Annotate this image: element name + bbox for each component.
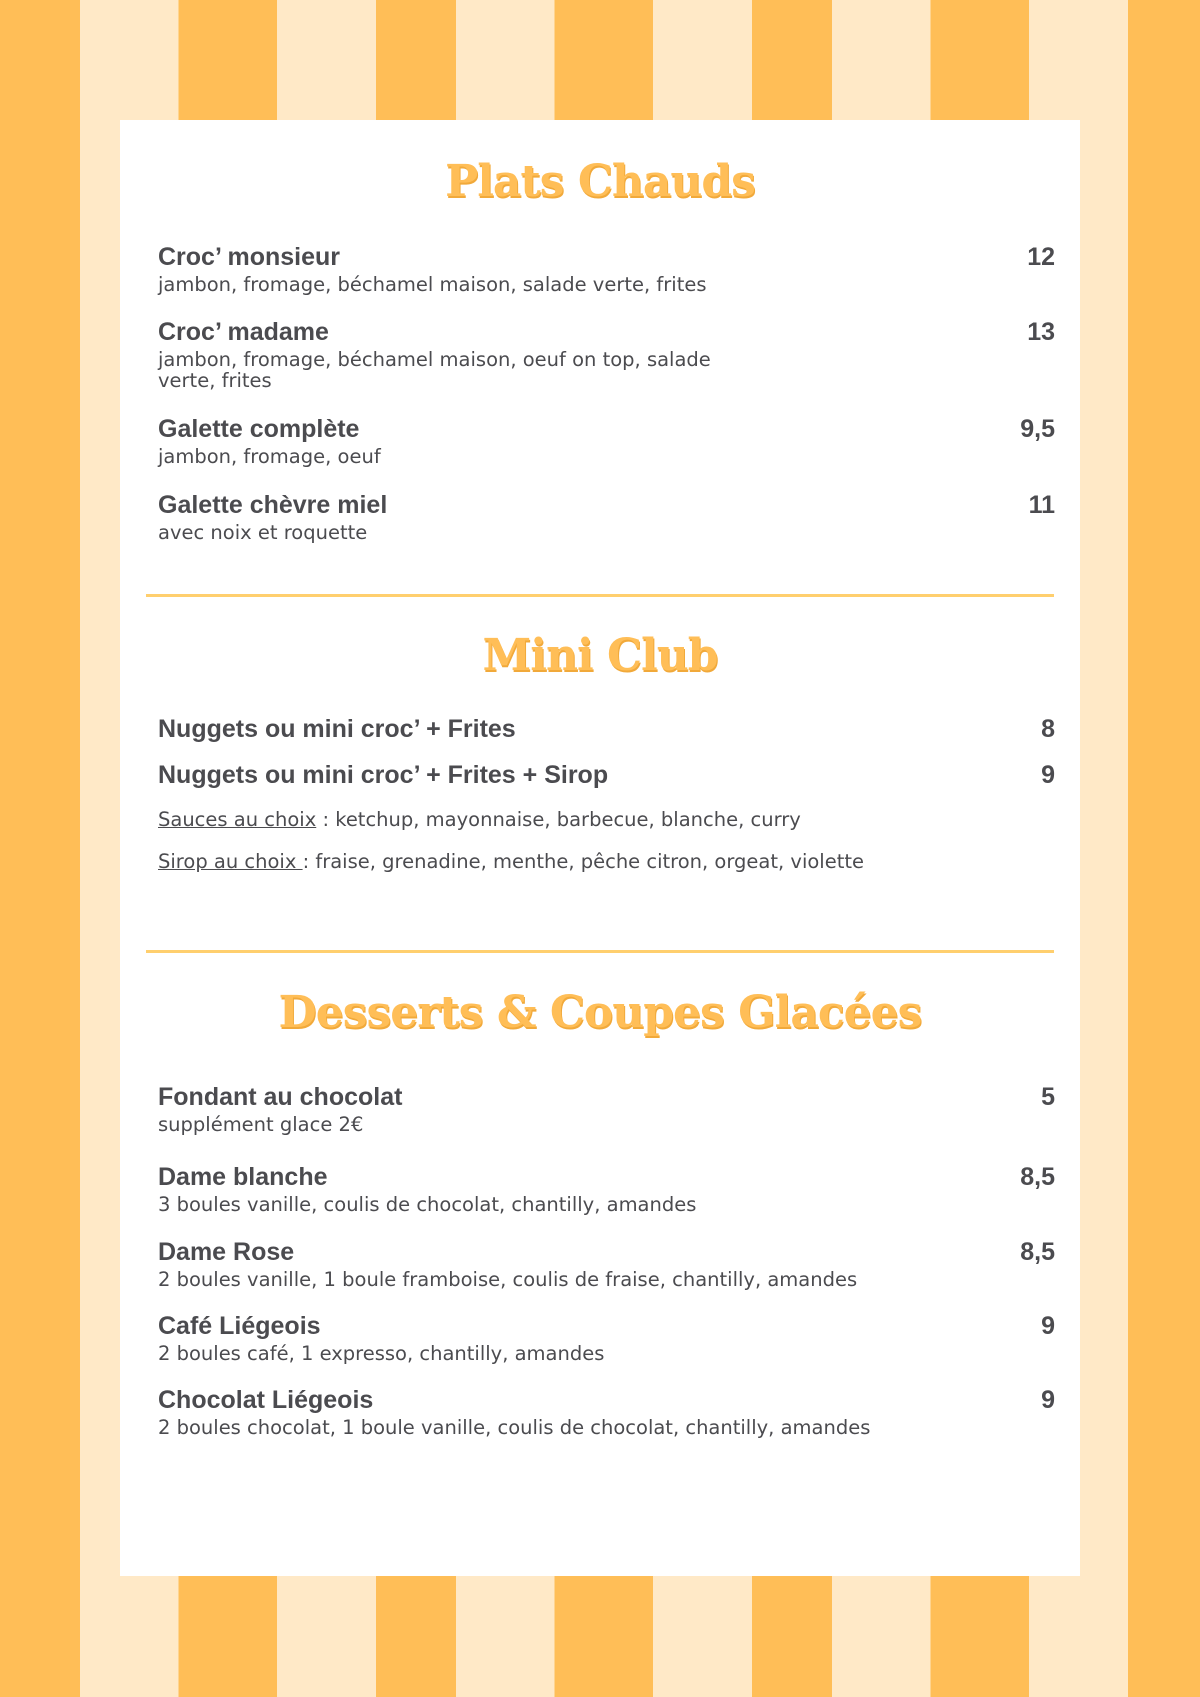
item-price: 5 (1041, 1083, 1055, 1111)
menu-item (158, 714, 1055, 744)
menu-item (158, 760, 1055, 790)
menu-item (158, 317, 1055, 391)
item-name: Dame Rose (158, 1238, 295, 1266)
menu-item (158, 1162, 1055, 1215)
item-name: Fondant au chocolat (158, 1083, 403, 1111)
note-label: Sauces au choix (158, 808, 317, 831)
menu-item (158, 1385, 1055, 1438)
item-name: Croc’ monsieur (158, 243, 340, 271)
item-description: jambon, fromage, béchamel maison, salade verte, frites (158, 273, 707, 296)
section-divider (146, 950, 1054, 953)
menu-card (120, 120, 1080, 1576)
item-description: jambon, fromage, oeuf (158, 445, 381, 468)
item-price: 12 (1027, 243, 1055, 271)
item-name: Chocolat Liégeois (158, 1386, 374, 1414)
item-price: 9 (1041, 1312, 1055, 1340)
item-price: 8,5 (1020, 1238, 1055, 1266)
section-title-desserts: Desserts & Coupes Glacées (278, 987, 922, 1038)
section-title-mini-club: Mini Club (482, 630, 718, 681)
item-name: Croc’ madame (158, 318, 329, 346)
menu-item (158, 1237, 1055, 1290)
item-name: Dame blanche (158, 1163, 328, 1191)
item-name: Café Liégeois (158, 1312, 321, 1340)
note-sirop (158, 850, 1055, 874)
item-description: 2 boules vanille, 1 boule framboise, coulis de fraise, chantilly, amandes (158, 1268, 858, 1291)
item-name: Galette complète (158, 415, 360, 443)
item-price: 11 (1028, 491, 1055, 519)
item-price: 9 (1041, 761, 1055, 789)
menu-item (158, 242, 1055, 295)
item-price: 13 (1027, 318, 1055, 346)
note-label: Sirop au choix (158, 850, 303, 873)
menu-item (158, 1311, 1055, 1364)
item-price: 8 (1041, 715, 1055, 743)
section-divider (146, 594, 1054, 597)
menu-item (158, 490, 1055, 543)
item-price: 8,5 (1020, 1163, 1055, 1191)
item-name: Galette chèvre miel (158, 491, 388, 519)
note-sauces (158, 808, 1055, 832)
menu-item (158, 1082, 1055, 1135)
item-description: supplément glace 2€ (158, 1113, 364, 1136)
item-description: 2 boules café, 1 expresso, chantilly, amandes (158, 1342, 605, 1365)
item-description: jambon, fromage, béchamel maison, oeuf on top, salade verte, frites (158, 348, 711, 392)
note-text: : ketchup, mayonnaise, barbecue, blanche, curry (316, 808, 801, 831)
section-title-plats-chauds: Plats Chauds (445, 156, 755, 207)
item-name: Nuggets ou mini croc’ + Frites + Sirop (158, 761, 609, 789)
item-price: 9 (1041, 1386, 1055, 1414)
item-price: 9,5 (1020, 415, 1055, 443)
item-description: avec noix et roquette (158, 521, 368, 544)
item-description: 2 boules chocolat, 1 boule vanille, coulis de chocolat, chantilly, amandes (158, 1416, 871, 1439)
menu-item (158, 414, 1055, 467)
note-text: : fraise, grenadine, menthe, pêche citron, orgeat, violette (302, 850, 864, 873)
item-description: 3 boules vanille, coulis de chocolat, chantilly, amandes (158, 1193, 697, 1216)
item-name: Nuggets ou mini croc’ + Frites (158, 715, 516, 743)
